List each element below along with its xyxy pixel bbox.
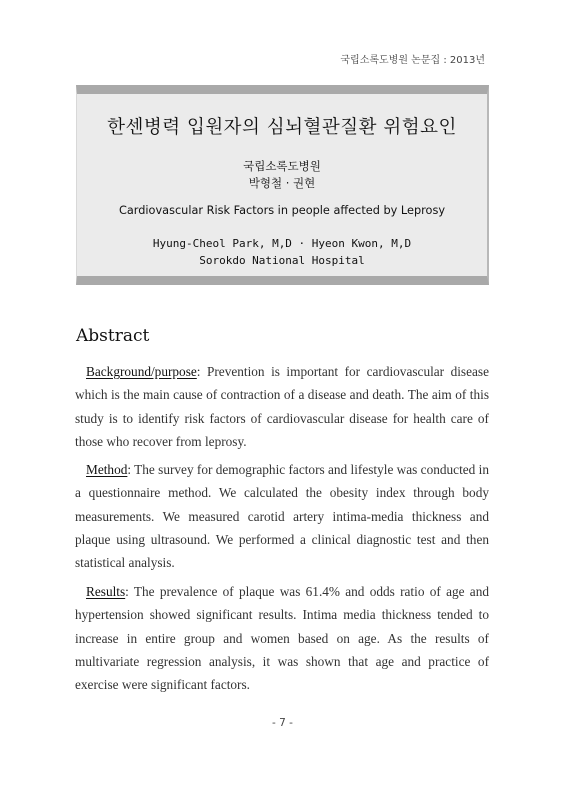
abstract-heading: Abstract [76, 326, 150, 346]
english-affiliation: Sorokdo National Hospital [199, 254, 365, 267]
paragraph-text: : The survey for demographic factors and lifestyle was conducted in a questionnaire method. We calculated the obesity index through body measurements. We measured carotid artery intima-media thickness and plaque using ultrasound. We performed a clinical diagnostic test and then statistical analysis. [75, 462, 489, 571]
abstract-paragraph-results [75, 580, 489, 696]
english-authors: Hyung-Cheol Park, M,D · Hyeon Kwon, M,D [152, 237, 412, 250]
korean-title: 한센병력 입원자의 심뇌혈관질환 위험요인 [107, 117, 457, 138]
paragraph-lead: Background/purpose [86, 364, 197, 379]
title-box [76, 85, 489, 285]
paragraph-lead: Results [86, 584, 126, 599]
running-header: 국립소록도병원 논문집 : 2013년 [340, 55, 485, 66]
abstract-paragraph-background [75, 360, 489, 453]
paragraph-text: : Prevention is important for cardiovascular disease which is the main cause of contraction of a disease and death. The aim of this study is to identify risk factors of cardiovascular disease for health care of those who recover from leprosy. [75, 364, 489, 449]
english-title: Cardiovascular Risk Factors in people affected by Leprosy [118, 204, 446, 217]
page-number: - 7 - [272, 717, 293, 729]
paragraph-lead: Method [86, 462, 128, 477]
paragraph-text: : The prevalence of plaque was 61.4% and odds ratio of age and hypertension showed significant results. Intima media thickness tended to increase in entire group and women based on age. As the results of multivariate regression analysis, it was shown that age and practice of exercise were significant factors. [75, 584, 489, 693]
korean-authors: 박형철 · 권현 [248, 176, 316, 190]
korean-affiliation: 국립소록도병원 [243, 159, 321, 173]
abstract-paragraph-method [75, 458, 489, 574]
